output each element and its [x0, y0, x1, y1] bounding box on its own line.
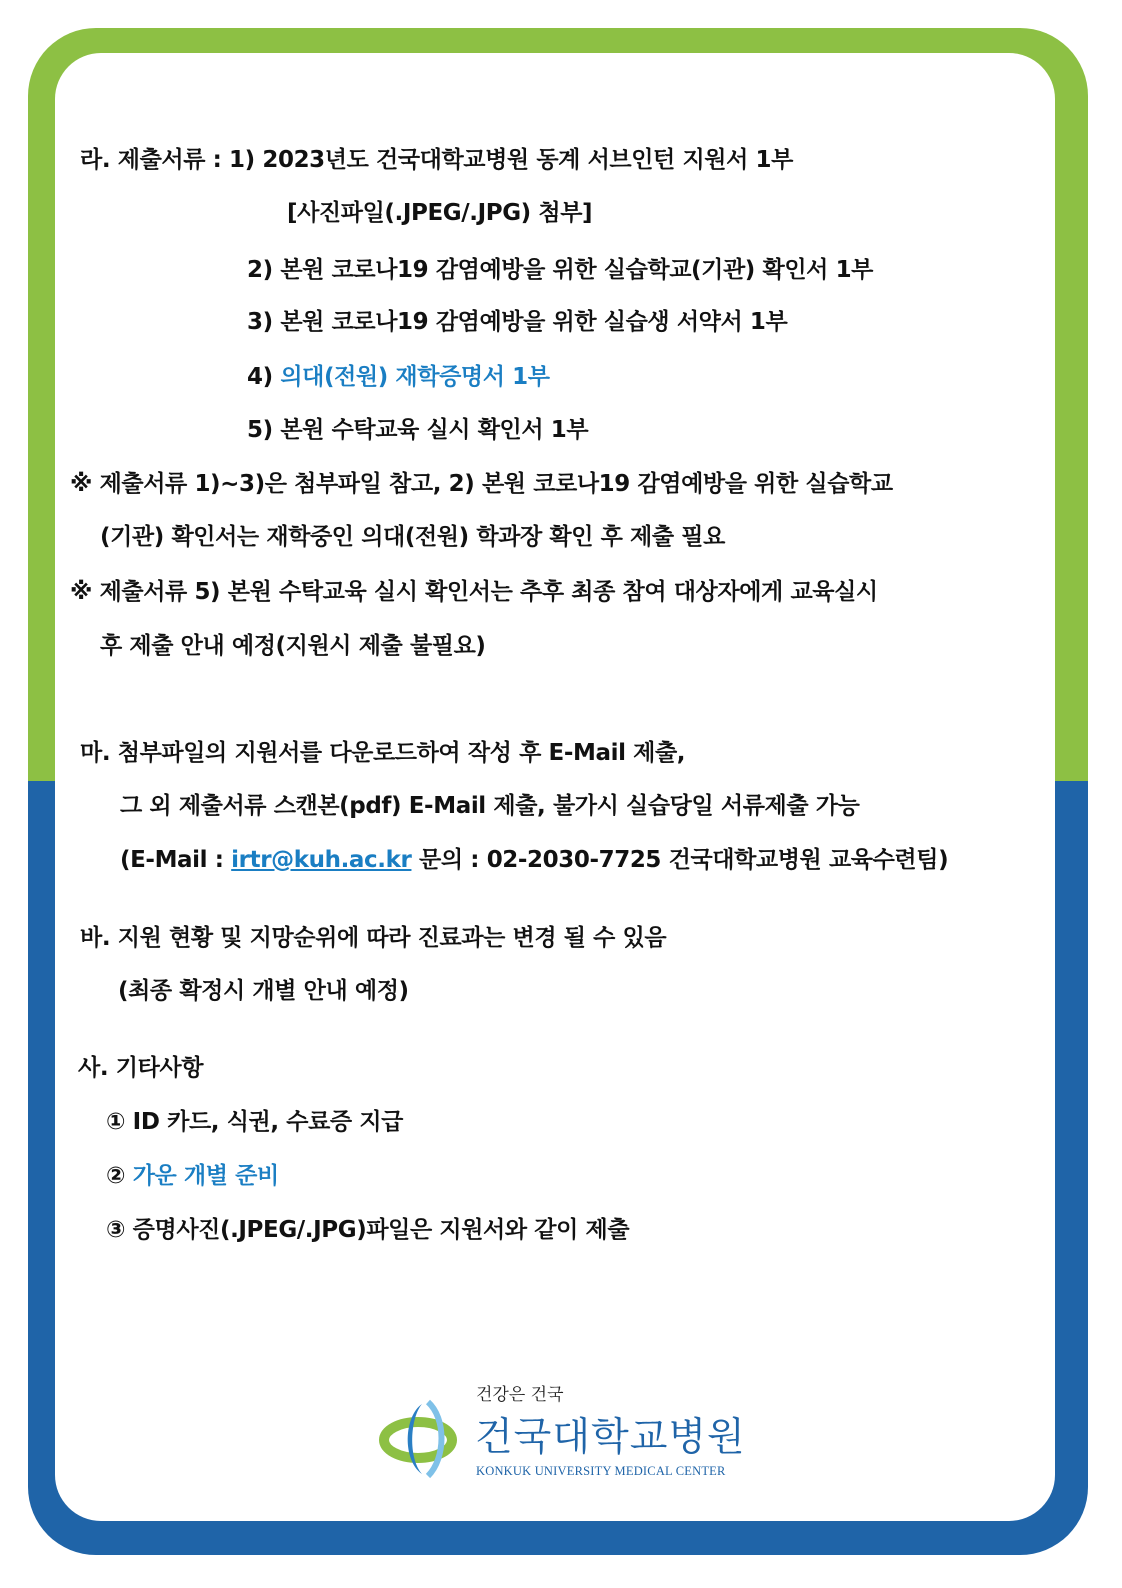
note2-line1: ※ 제출서류 5) 본원 수탁교육 실시 확인서는 추후 최종 참여 대상자에게 교육실시 [70, 579, 878, 605]
section-sa-item2 [106, 1161, 279, 1191]
contact-suffix: 문의 : 02-2030-7725 건국대학교병원 교육수련팀) [411, 847, 949, 873]
section-sa-item1: ① ID 카드, 식권, 수료증 지급 [106, 1109, 403, 1135]
email-prefix: (E-Mail : [120, 847, 232, 873]
section-ra-line1-sub: [사진파일(.JPEG/.JPG) 첨부] [287, 200, 593, 226]
logo-name: 건국대학교병원 [475, 1415, 746, 1460]
section-sa-title: 사. 기타사항 [78, 1055, 204, 1081]
sa-item2-number: ② [106, 1163, 133, 1189]
logo-english: KONKUK UNIVERSITY MEDICAL CENTER [476, 1464, 726, 1478]
sa-item2-text: 가운 개별 준비 [132, 1163, 279, 1189]
email-link[interactable]: irtr@kuh.ac.kr [231, 847, 412, 873]
note1-line2: (기관) 확인서는 재학중인 의대(전원) 학과장 확인 후 제출 필요 [100, 524, 725, 550]
item4-number: 4) [247, 364, 281, 390]
item4-text: 의대(전원) 재학증명서 1부 [280, 364, 550, 390]
section-sa-item3: ③ 증명사진(.JPEG/.JPG)파일은 지원서와 같이 제출 [106, 1217, 630, 1243]
section-ra-line1: 라. 제출서류 : 1) 2023년도 건국대학교병원 동계 서브인턴 지원서 1부 [80, 147, 793, 173]
note1-line1: ※ 제출서류 1)~3)은 첨부파일 참고, 2) 본원 코로나19 감염예방을 위한 실습학교 [70, 471, 893, 497]
hospital-emblem-icon [378, 1396, 468, 1480]
logo-slogan: 건강은 건국 [476, 1385, 564, 1405]
section-ba-line2: (최종 확정시 개별 안내 예정) [118, 978, 409, 1004]
section-ra-item4 [247, 362, 550, 392]
section-ra-item5: 5) 본원 수탁교육 실시 확인서 1부 [247, 417, 589, 443]
section-ma-line3 [120, 845, 948, 875]
section-ba-line1: 바. 지원 현황 및 지망순위에 따라 진료과는 변경 될 수 있음 [80, 925, 667, 951]
note2-line2: 후 제출 안내 예정(지원시 제출 불필요) [100, 633, 486, 659]
section-ra-item2: 2) 본원 코로나19 감염예방을 위한 실습학교(기관) 확인서 1부 [247, 257, 873, 283]
section-ma-line1: 마. 첨부파일의 지원서를 다운로드하여 작성 후 E-Mail 제출, [80, 740, 686, 766]
section-ra-item3: 3) 본원 코로나19 감염예방을 위한 실습생 서약서 1부 [247, 309, 788, 335]
section-ma-line2: 그 외 제출서류 스캔본(pdf) E-Mail 제출, 불가시 실습당일 서류제출 가능 [120, 793, 860, 819]
